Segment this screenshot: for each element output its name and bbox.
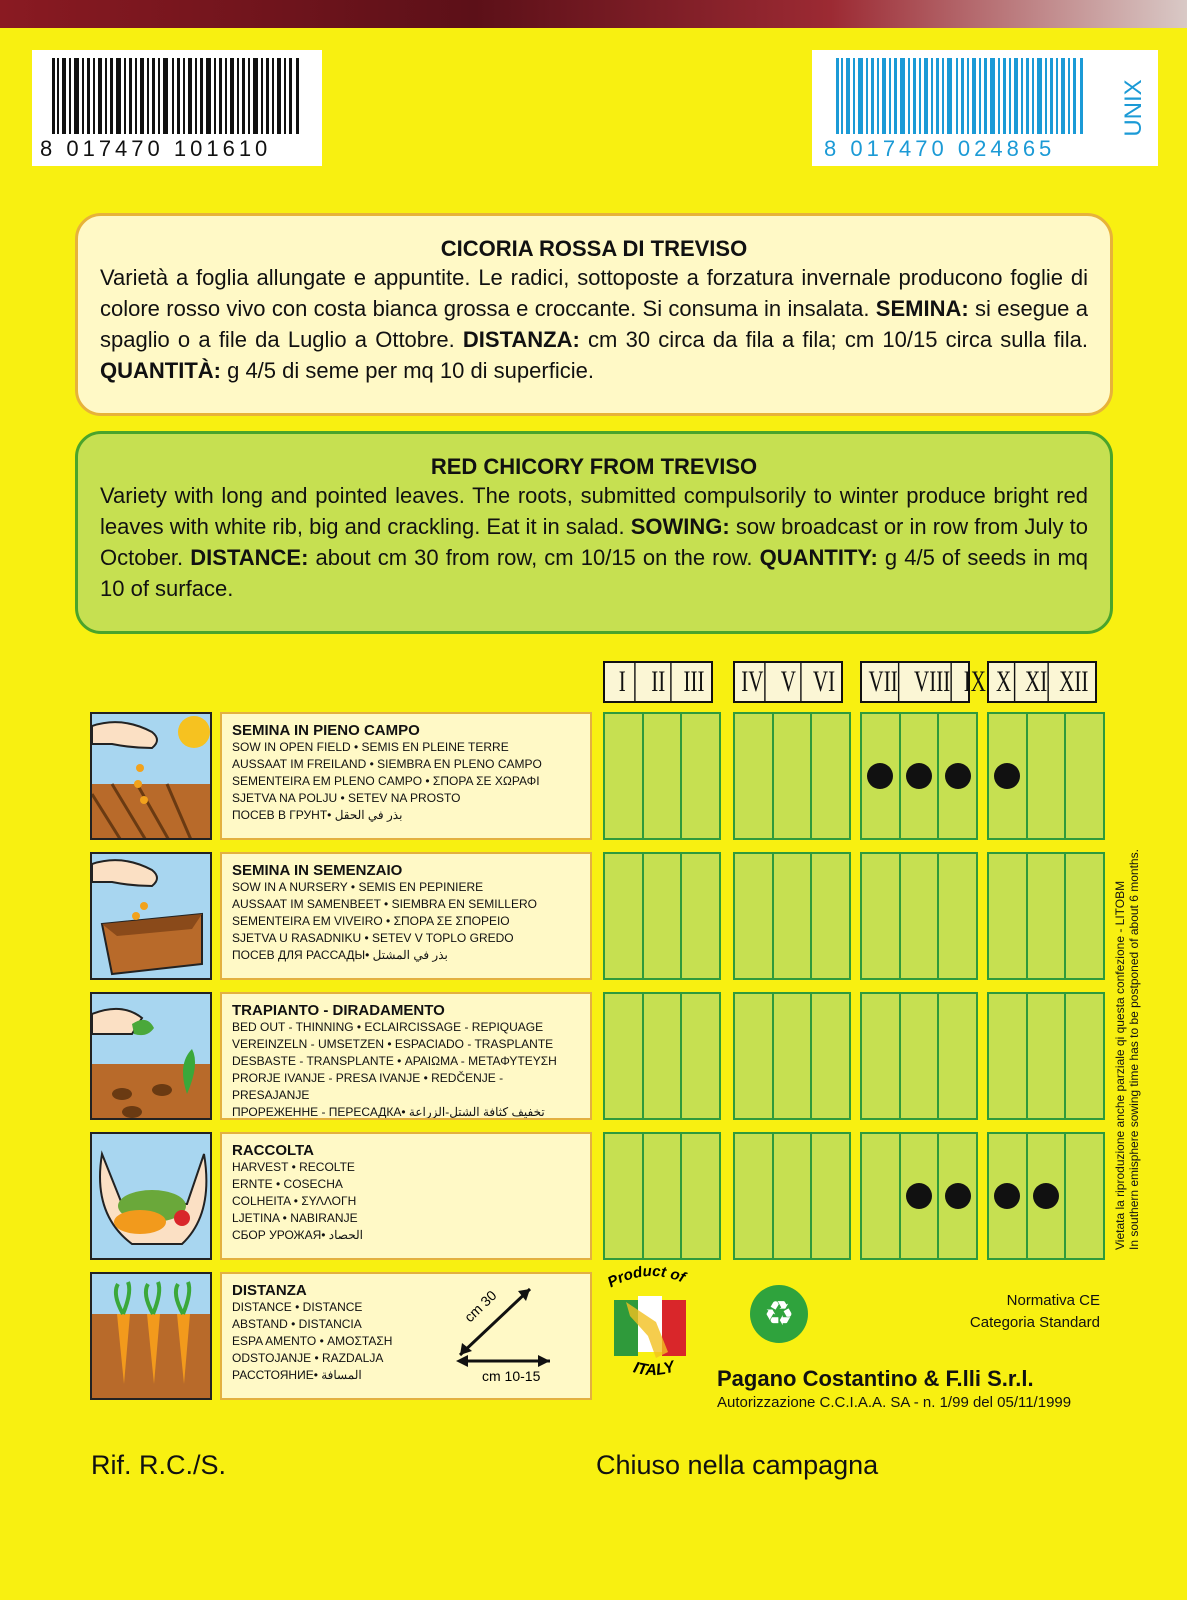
en-label-qty: QUANTITY: — [759, 545, 878, 570]
calendar-quarter-cell — [603, 1132, 721, 1260]
normativa-text: Normativa CE — [1006, 1292, 1100, 1309]
it-label-sow: SEMINA: — [875, 296, 969, 321]
calendar-month-cell — [989, 854, 1028, 978]
calendar-month-cell — [605, 994, 644, 1118]
it-text3: cm 30 circa da fila a fila; cm 10/15 circa sulla fila. — [579, 327, 1089, 352]
calendar-month-cell — [774, 1134, 813, 1258]
calendar-month-cell — [682, 994, 719, 1118]
calendar-month-cell — [735, 1134, 774, 1258]
sowing-nursery-icon — [90, 852, 212, 980]
row-line: PRORJE IVANJE - PRESA IVANJE • REDČENJE - PRESAJANJE — [232, 1071, 504, 1102]
calendar-quarter-cell — [987, 712, 1105, 840]
calendar-dot — [906, 763, 932, 789]
calendar-month-cell — [901, 994, 940, 1118]
company-name: Pagano Costantino & F.lli S.r.l. — [717, 1366, 1034, 1391]
calendar-month-cell — [939, 714, 976, 838]
calendar-quarter-cell — [603, 712, 721, 840]
calendar-month-cell — [1066, 854, 1103, 978]
row-title: RACCOLTA — [232, 1142, 314, 1159]
row-line: LJETINA • NABIRANJE — [232, 1211, 358, 1225]
row-title: TRAPIANTO - DIRADAMENTO — [232, 1002, 445, 1019]
calendar-month-cell — [644, 994, 683, 1118]
it-text4: g 4/5 di seme per mq 10 di superficie. — [220, 358, 594, 383]
row-title: DISTANZA — [232, 1282, 307, 1299]
row-line: СБОР УРОЖАЯ• الحصاد — [232, 1228, 363, 1242]
top-photo-band — [0, 0, 1187, 28]
calendar-month-cell — [682, 854, 719, 978]
calendar-dot — [994, 1183, 1020, 1209]
row-line: ПОСЕВ В ГРУНТ• بذر في الحقل — [232, 808, 403, 822]
it-label-qty: QUANTITÀ: — [100, 358, 221, 383]
calendar-month-cell — [1028, 994, 1067, 1118]
row-line: SEMENTEIRA EM PLENO CAMPO • ΣΠΟΡΑ ΣΕ ΧΩΡΑΦΙ — [232, 774, 540, 788]
month-label: X — [994, 663, 1015, 701]
month-label: I — [610, 663, 635, 701]
month-label: IX — [964, 665, 987, 698]
en-text3: about cm 30 from row, cm 10/15 on the row. — [308, 545, 760, 570]
italy-text: ITALY — [631, 1358, 677, 1380]
row-title: SEMINA IN SEMENZAIO — [232, 862, 403, 879]
it-label-dist: DISTANZA: — [462, 327, 580, 352]
calendar-dot — [867, 763, 893, 789]
row-line: SJETVA U RASADNIKU • SETEV V TOPLO GREDO — [232, 931, 514, 945]
calendar-month-cell — [605, 714, 644, 838]
transplant-icon — [90, 992, 212, 1120]
english-body — [100, 480, 1088, 604]
row-label-sow-open-field — [220, 712, 592, 840]
distance-label-horizontal: cm 10-15 — [482, 1368, 541, 1384]
barcode-left — [32, 50, 322, 166]
side-note-copyright: Vietata la riproduzione anche parziale qi questa confezione - LITOBM — [1113, 880, 1127, 1250]
row-line: SEMENTEIRA EM VIVEIRO • ΣΠΟΡΑ ΣΕ ΣΠΟΡΕΙΟ — [232, 914, 510, 928]
month-group-q1 — [603, 661, 713, 703]
calendar-month-cell — [901, 1134, 940, 1258]
calendar-quarter-cell — [860, 1132, 978, 1260]
authorization-text: Autorizzazione C.C.I.A.A. SA - n. 1/99 del 05/11/1999 — [717, 1394, 1072, 1411]
calendar-month-cell — [1066, 1134, 1103, 1258]
row-line: SOW IN A NURSERY • SEMIS EN PEPINIERE — [232, 880, 484, 894]
calendar-dot — [994, 763, 1020, 789]
calendar-quarter-cell — [987, 852, 1105, 980]
calendar-quarter-cell — [987, 1132, 1105, 1260]
en-label-sow: SOWING: — [630, 514, 730, 539]
en-label-dist: DISTANCE: — [190, 545, 309, 570]
row-label-sow-nursery — [220, 852, 592, 980]
calendar-quarter-cell — [733, 992, 851, 1120]
calendar-month-cell — [862, 854, 901, 978]
reference-code: Rif. R.C./S. — [91, 1450, 227, 1480]
row-line: VEREINZELN - UMSETZEN • ESPACIADO - TRASPLANTE — [232, 1037, 554, 1051]
row-line: ABSTAND • DISTANCIA — [232, 1317, 362, 1331]
month-group-q4 — [987, 661, 1097, 703]
calendar-month-cell — [989, 714, 1028, 838]
calendar-quarter-cell — [733, 1132, 851, 1260]
calendar-quarter-cell — [860, 992, 978, 1120]
barcode-right-number: 8 017470 024865 — [824, 136, 1056, 161]
regulation-info — [970, 1290, 1100, 1334]
calendar-month-cell — [989, 994, 1028, 1118]
calendar-month-cell — [1066, 994, 1103, 1118]
italian-title: CICORIA ROSSA DI TREVISO — [440, 236, 748, 261]
calendar-month-cell — [644, 714, 683, 838]
month-label: VI — [812, 665, 836, 698]
calendar-dot — [945, 1183, 971, 1209]
calendar-month-cell — [735, 714, 774, 838]
calendar-dot — [945, 763, 971, 789]
calendar-quarter-cell — [987, 992, 1105, 1120]
calendar-month-cell — [939, 1134, 976, 1258]
calendar-month-cell — [774, 854, 813, 978]
row-title: SEMINA IN PIENO CAMPO — [232, 722, 420, 739]
row-line: DISTANCE • DISTANCE — [232, 1300, 363, 1314]
row-line: AUSSAAT IM FREILAND • SIEMBRA EN PLENO CAMPO — [232, 757, 542, 771]
harvest-icon — [90, 1132, 212, 1260]
row-line: РАССТОЯНИЕ• المسافة — [232, 1368, 362, 1382]
calendar-month-cell — [1028, 714, 1067, 838]
calendar-dot — [906, 1183, 932, 1209]
svg-text:Product of — [605, 1263, 690, 1291]
calendar-month-cell — [644, 1134, 683, 1258]
sowing-hand-field-icon — [90, 712, 212, 840]
closed-in-field: Chiuso nella campagna — [596, 1450, 879, 1480]
barcode-left-number: 8 017470 101610 — [40, 136, 272, 161]
en-text4: g 4/5 of seeds in mq 10 of surface. — [100, 545, 1089, 601]
month-label: V — [776, 663, 801, 701]
calendar-month-cell — [901, 714, 940, 838]
row-line: BED OUT - THINNING • ECLAIRCISSAGE - REPIQUAGE — [232, 1020, 544, 1034]
calendar-month-cell — [774, 714, 813, 838]
product-of-text: Product of — [604, 1262, 688, 1292]
barcode-right — [812, 50, 1158, 166]
calendar-month-cell — [989, 1134, 1028, 1258]
calendar-month-cell — [901, 854, 940, 978]
distance-arrows — [440, 1275, 570, 1385]
row-line: HARVEST • RECOLTE — [232, 1160, 355, 1174]
row-label-transplant — [220, 992, 592, 1120]
calendar-month-cell — [605, 1134, 644, 1258]
row-label-harvest — [220, 1132, 592, 1260]
row-line: ODSTOJANJE • RAZDALJA — [232, 1351, 384, 1365]
recycle-icon: ♻ — [750, 1285, 808, 1343]
italian-description-panel — [75, 213, 1113, 416]
row-line: SJETVA NA POLJU • SETEV NA PROSTO — [232, 791, 461, 805]
it-text2: si esegue a spaglio o a file da Luglio a Ottobre. — [100, 296, 1088, 352]
month-label: III — [683, 665, 705, 698]
side-note-southern: In southern emisphere sowing time has to be postponed of about 6 months. — [1127, 849, 1141, 1250]
barcode-bars — [52, 58, 302, 134]
row-line: ПОСЕВ ДЛЯ РАССАДЫ• بذر في المشتل — [232, 948, 448, 962]
month-label: XII — [1059, 665, 1089, 698]
calendar-month-cell — [1066, 714, 1103, 838]
calendar-month-cell — [774, 994, 813, 1118]
english-title: RED CHICORY FROM TREVISO — [430, 454, 758, 479]
calendar-quarter-cell — [733, 852, 851, 980]
month-label: II — [646, 663, 671, 701]
month-label: IV — [740, 663, 765, 701]
calendar-quarter-cell — [860, 852, 978, 980]
calendar-dot — [1033, 1183, 1059, 1209]
calendar-month-cell — [644, 854, 683, 978]
calendar-month-cell — [862, 994, 901, 1118]
barcode-bars — [836, 58, 1086, 134]
calendar-month-cell — [735, 994, 774, 1118]
calendar-month-cell — [812, 714, 849, 838]
unix-label: UNIX — [1120, 79, 1147, 137]
row-line: DESBASTE - TRANSPLANTE • ΑΡΑΙΩΜΑ - ΜΕΤΑΦΥΤΕΥΣΗ — [232, 1054, 557, 1068]
row-line: AUSSAAT IM SAMENBEET • SIEMBRA EN SEMILLERO — [232, 897, 537, 911]
row-line: ERNTE • COSECHA — [232, 1177, 343, 1191]
unix-tag — [1112, 50, 1156, 166]
calendar-month-cell — [862, 714, 901, 838]
calendar-month-cell — [1028, 854, 1067, 978]
english-description-panel — [75, 431, 1113, 634]
italian-body — [100, 262, 1088, 386]
month-label: VIII — [914, 663, 952, 701]
month-group-q3 — [860, 661, 987, 703]
calendar-month-cell — [862, 1134, 901, 1258]
calendar-month-cell — [812, 1134, 849, 1258]
product-of-italy-logo — [596, 1262, 708, 1390]
distance-label-diagonal: cm 30 — [460, 1287, 500, 1326]
carrots-distance-icon — [90, 1272, 212, 1400]
calendar-month-cell — [812, 994, 849, 1118]
en-text1: Variety with long and pointed leaves. The roots, submitted compulsorily to winter produce bright red leaves with white rib, big and crackling. Eat it in salad. — [100, 483, 1088, 539]
en-text2: sow broadcast or in row from July to October. — [100, 514, 1088, 570]
calendar-quarter-cell — [860, 712, 978, 840]
it-text1: Varietà a foglia allungate e appuntite. Le radici, sottoposte a forzatura invernale producono foglie di colore rosso vivo con costa bianca grossa e croccante. Si consuma in insalata. — [100, 265, 1088, 321]
calendar-month-cell — [1028, 1134, 1067, 1258]
calendar-month-cell — [682, 714, 719, 838]
categoria-text: Categoria Standard — [969, 1314, 1100, 1331]
calendar-month-cell — [812, 854, 849, 978]
calendar-month-cell — [605, 854, 644, 978]
calendar-month-cell — [735, 854, 774, 978]
svg-text:ITALY — [631, 1358, 677, 1379]
row-line: COLHEITA • ΣΥΛΛΟΓΗ — [232, 1194, 357, 1208]
month-group-q2 — [733, 661, 843, 703]
calendar-quarter-cell — [603, 992, 721, 1120]
row-line: SOW IN OPEN FIELD • SEMIS EN PLEINE TERRE — [232, 740, 509, 754]
month-label: XI — [1025, 663, 1049, 701]
calendar-month-cell — [939, 854, 976, 978]
row-line: ESPA AMENTO • ΑΜΟΣΤΑΣΗ — [232, 1334, 393, 1348]
side-notes — [1113, 849, 1141, 1262]
month-label: VII — [869, 663, 900, 701]
calendar-quarter-cell — [733, 712, 851, 840]
row-line: ПРОРЕЖЕННЕ - ПЕРЕСАДКА• تخفيف كثافة الشتل-الزراعة — [232, 1105, 545, 1119]
calendar-month-cell — [682, 1134, 719, 1258]
calendar-month-cell — [939, 994, 976, 1118]
calendar-quarter-cell — [603, 852, 721, 980]
